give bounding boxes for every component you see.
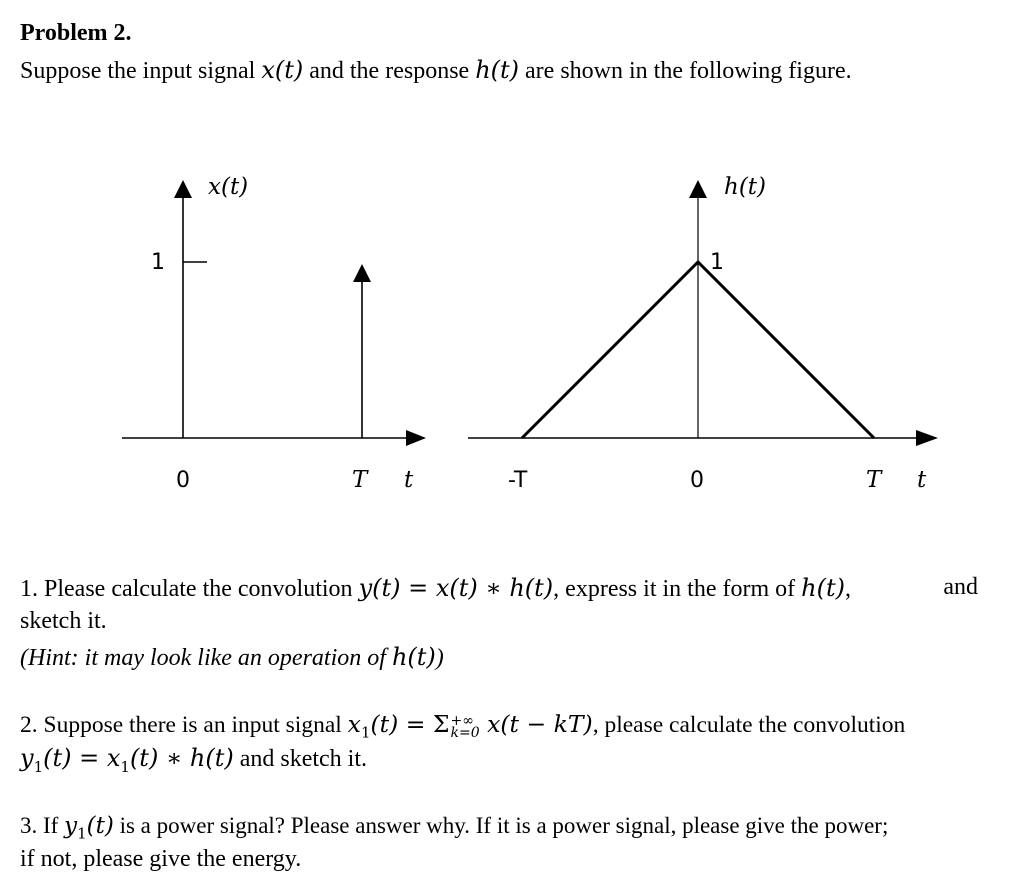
q1-and: and [943,574,978,600]
q2-sum-term: x(t − kT) [479,710,593,738]
intro-post: are shown in the following figure. [519,58,852,84]
q2-sum-sup: +∞ [450,712,474,729]
x-plot-tick-1: 1 [151,250,165,275]
intro-x-symbol: x(t) [261,56,304,84]
question-3-line-1 [20,813,888,843]
q2-sum-symbol: Σ [432,710,450,738]
x-plot-impulse-at-T-arrow [353,264,371,282]
h-plot-tick-negT: -T [508,468,528,493]
q1-comma: , [844,576,851,602]
x-plot-time-axis-arrow [406,430,426,446]
question-1-line-2: sketch it. [20,608,107,634]
h-plot-time-axis-arrow [916,430,938,446]
intro-pre: Suppose the input signal [20,58,262,84]
q3-y1-arg: (t) [86,813,114,839]
x-plot-impulse-at-0-arrow [174,180,192,198]
h-plot-tick-0: 0 [690,468,704,493]
q1-mid: , express it in the form of [553,576,802,602]
question-2-line-2 [20,744,367,776]
intro-h-symbol: h(t) [475,56,520,84]
q3-y1-name: y [64,813,78,839]
h-plot-tick-T: T [866,467,882,493]
question-1-line-1 [20,574,1004,603]
q2-y1-subscript: 1 [33,757,44,776]
q2-y1-conv: (t) ∗ h(t) [129,744,234,772]
h-plot-label: h(t) [724,174,767,200]
hint [20,643,444,672]
q2-y1-subscript-2: 1 [120,757,130,776]
question-2-line-1 [20,710,905,742]
problem-title: Problem 2. [20,20,132,46]
intro-mid: and the response [303,58,476,84]
q2-sum-limits [450,712,480,741]
q2-y1-name: y [20,744,34,772]
h-plot-axis-var: t [917,467,927,493]
question-3-line-2: if not, please give the energy. [20,846,302,872]
x-plot-label: x(t) [208,174,249,200]
x-plot-tick-T: T [352,467,368,493]
h-plot-peak-label: 1 [710,250,724,275]
q2-x1-rest: (t) = [370,710,433,738]
q2-y1-eq: (t) = x [43,744,121,772]
q2-sum-sub: k=0 [450,724,480,741]
q3-post: is a power signal? Please answer why. If it is a power signal, please give the power; [113,813,889,838]
q2-pre: 2. Suppose there is an input signal [20,712,348,738]
q1-equation: y(t) = x(t) ∗ h(t) [358,574,554,602]
hint-h-symbol: h(t) [391,643,436,671]
q3-y1-subscript: 1 [77,824,87,843]
x-plot-tick-0: 0 [176,468,190,493]
q2-x1-name: x [347,710,361,738]
x-plot [122,174,426,493]
q1-h-symbol: h(t) [801,574,845,602]
q2-line2-post: and sketch it. [233,746,368,772]
q2-post: , please calculate the convolution [592,712,906,738]
q3-pre: 3. If [20,813,65,838]
hint-post: ) [435,645,444,671]
h-plot-vertical-axis-arrow [689,180,707,198]
hint-pre: (Hint: it may look like an operation of [20,645,392,671]
x-plot-axis-var: t [404,467,414,493]
h-plot [468,174,938,493]
q1-pre: 1. Please calculate the convolution [20,576,359,602]
q2-x1-subscript: 1 [360,723,371,742]
